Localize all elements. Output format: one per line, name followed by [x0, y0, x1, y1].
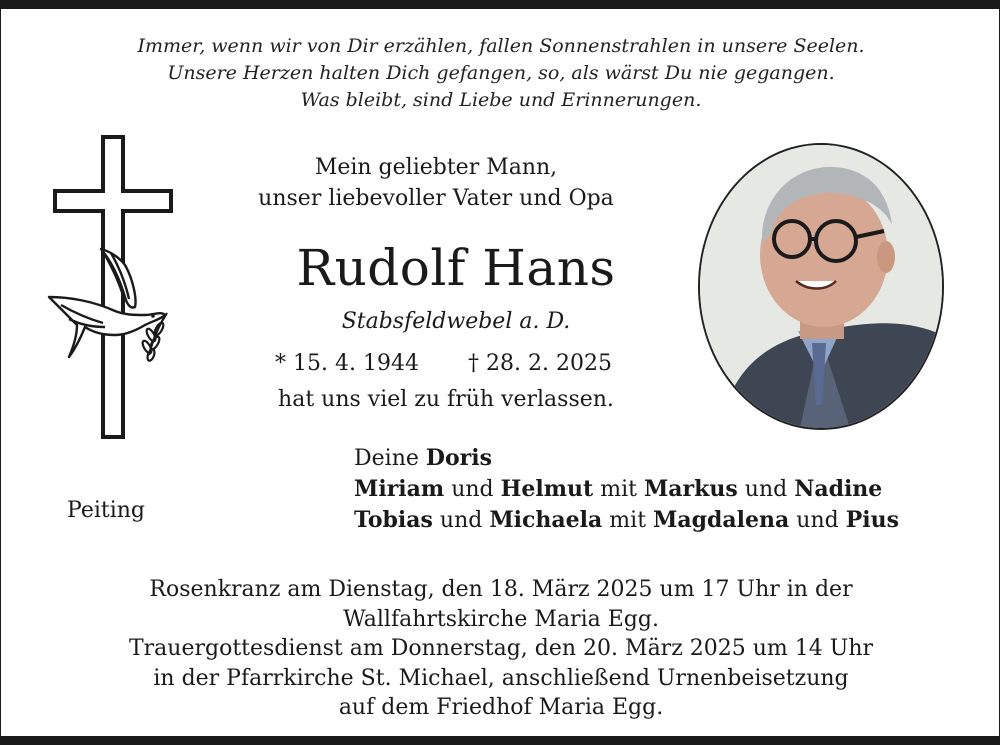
service-line: auf dem Friedhof Maria Egg. [338, 695, 664, 720]
farewell-text: hat uns viel zu früh verlassen. [278, 387, 614, 412]
portrait-photo [698, 143, 944, 430]
poem-line: Immer, wenn wir von Dir erzählen, fallen Sonnenstrahlen in unsere Seelen. [137, 35, 865, 57]
deceased-name: Rudolf Hans [296, 239, 616, 297]
family-member: Pius [845, 507, 899, 533]
poem-line: Was bleibt, sind Liebe und Erinnerungen. [300, 89, 702, 111]
cross-with-dove-icon [41, 129, 191, 449]
family-member: Miriam [354, 476, 445, 502]
family-row [354, 474, 899, 505]
service-line: Trauergottesdienst am Donnerstag, den 20. März 2025 um 14 Uhr [128, 636, 873, 661]
connector-word: mit [609, 508, 647, 533]
service-line: Rosenkranz am Dienstag, den 18. März 2025 um 17 Uhr in der [149, 577, 853, 602]
family-member: Helmut [500, 476, 594, 502]
family-row [354, 505, 899, 536]
service-line: in der Pfarrkirche St. Michael, anschließend Urnenbeisetzung [153, 665, 849, 691]
intro-line: Mein geliebter Mann, [314, 155, 558, 180]
deceased-rank: Stabsfeldwebel a. D. [341, 309, 571, 334]
connector-word: mit [600, 477, 637, 502]
service-info [1, 575, 1000, 723]
family-member: Michaela [489, 507, 603, 533]
birth-date: * 15. 4. 1944 [275, 351, 419, 376]
family-row [354, 443, 899, 474]
poem-line: Unsere Herzen halten Dich gefangen, so, als wärst Du nie gegangen. [167, 62, 835, 84]
intro-text [231, 152, 641, 214]
connector-word: und [451, 477, 494, 502]
poem [1, 33, 1000, 114]
family-member: Doris [425, 445, 492, 471]
service-line: Wallfahrtskirche Maria Egg. [343, 606, 659, 632]
intro-line: unser liebevoller Vater und Opa [258, 186, 614, 211]
family-list [354, 443, 899, 536]
family-member: Tobias [354, 507, 433, 533]
death-date: † 28. 2. 2025 [468, 351, 612, 376]
connector-word: und [439, 508, 483, 533]
place-name: Peiting [67, 498, 145, 523]
family-member: Magdalena [653, 507, 790, 533]
family-member: Markus [643, 476, 738, 502]
connector-word: und [796, 508, 839, 533]
family-member: Nadine [794, 476, 883, 502]
connector-word: Deine [354, 446, 419, 471]
connector-word: und [744, 477, 788, 502]
